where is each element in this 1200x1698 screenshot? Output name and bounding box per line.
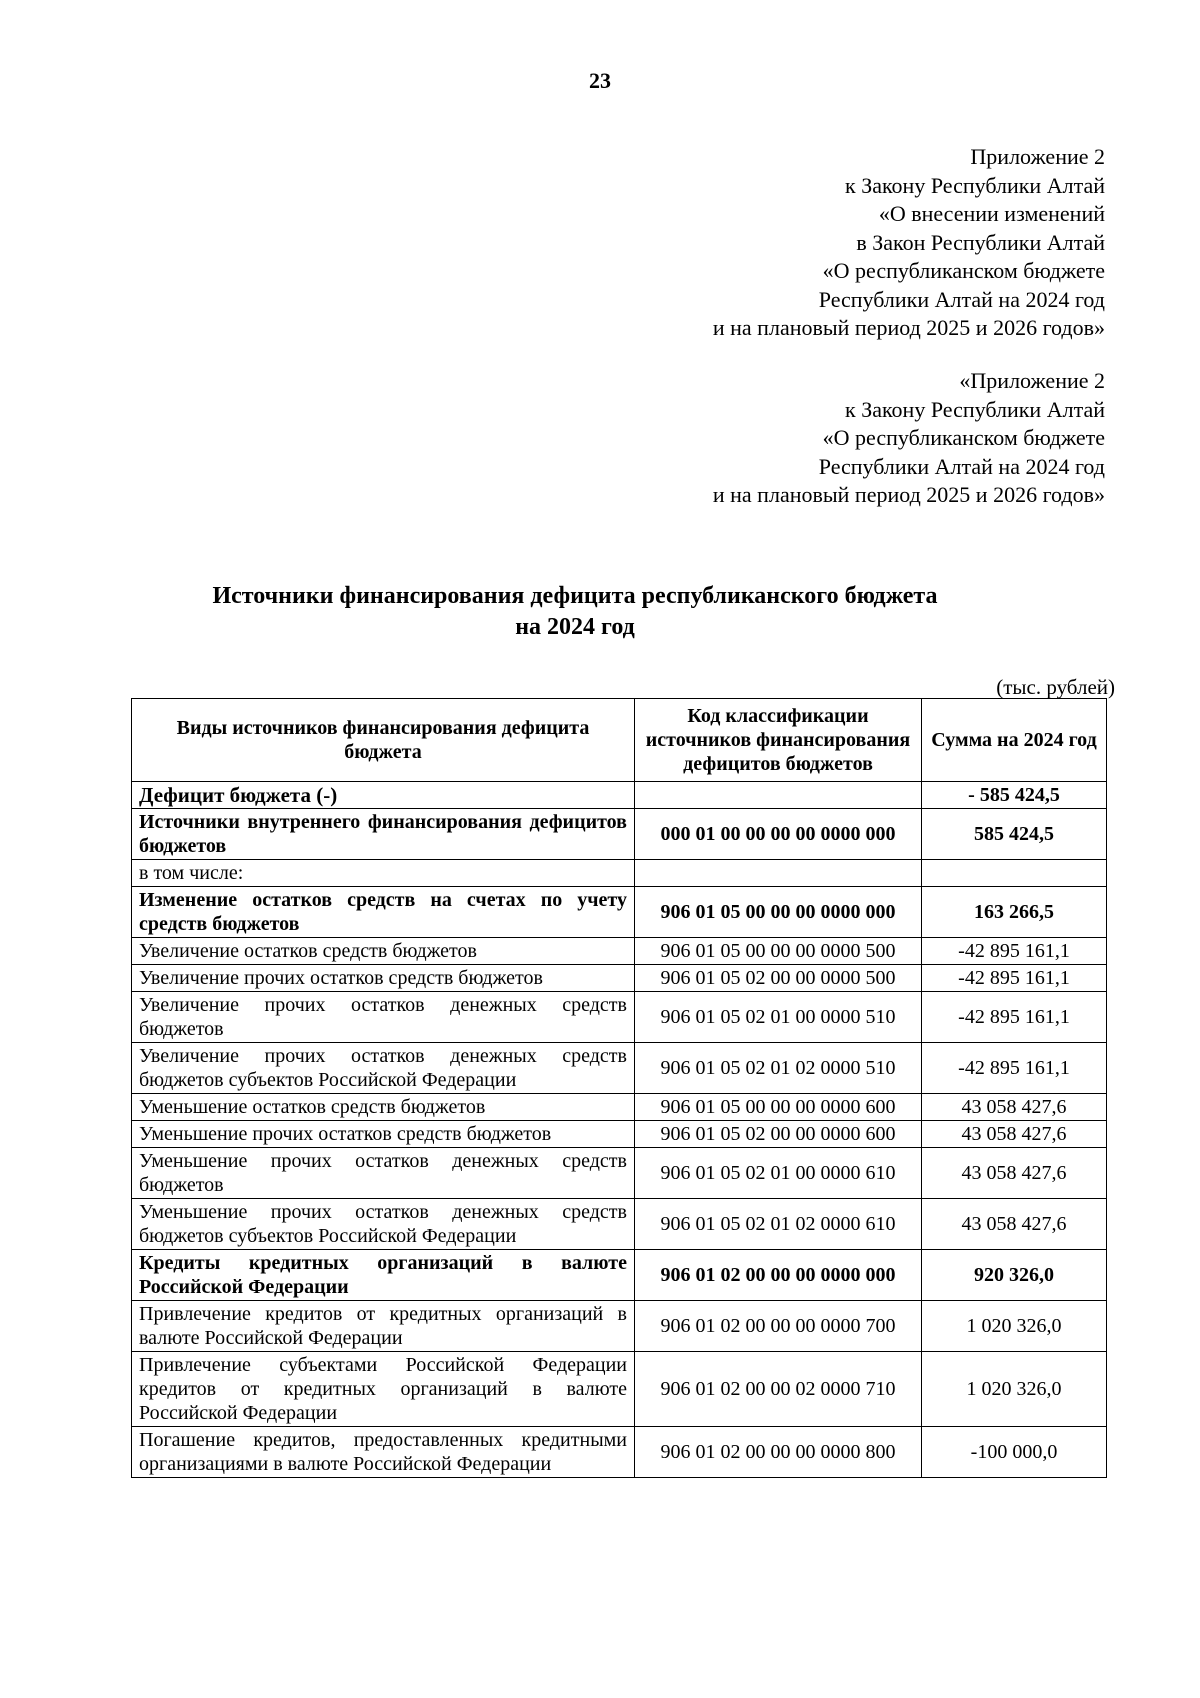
table-row	[132, 1094, 1107, 1121]
appendix-header-line: в Закон Республики Алтай	[856, 229, 1105, 255]
row-code: 906 01 05 02 00 00 0000 600	[635, 1121, 922, 1148]
budget-sources-table	[131, 698, 1107, 1478]
row-name: Увеличение прочих остатков средств бюджетов	[132, 965, 635, 992]
row-sum: 585 424,5	[922, 809, 1107, 860]
appendix-original-line: Республики Алтай на 2024 год	[818, 453, 1105, 479]
row-sum: 920 326,0	[922, 1250, 1107, 1301]
row-sum: -42 895 161,1	[922, 965, 1107, 992]
table-header-row	[132, 699, 1107, 782]
row-name: в том числе:	[132, 860, 635, 887]
appendix-original-line: «Приложение 2	[959, 368, 1105, 393]
row-code: 906 01 05 02 01 00 0000 510	[635, 992, 922, 1043]
row-name: Дефицит бюджета (-)	[132, 782, 635, 809]
row-code: 906 01 05 00 00 00 0000 000	[635, 887, 922, 938]
row-code: 906 01 05 02 01 00 0000 610	[635, 1148, 922, 1199]
table-row	[132, 938, 1107, 965]
appendix-header-line: Приложение 2	[970, 144, 1105, 169]
row-sum: 43 058 427,6	[922, 1094, 1107, 1121]
document-title	[130, 581, 1020, 643]
appendix-original-line: и на плановый период 2025 и 2026 годов»	[712, 482, 1105, 507]
row-code: 906 01 05 02 01 02 0000 510	[635, 1043, 922, 1094]
table-row	[132, 965, 1107, 992]
row-sum: -42 895 161,1	[922, 938, 1107, 965]
table-row	[132, 1250, 1107, 1301]
row-name: Увеличение прочих остатков денежных средств бюджетов субъектов Российской Федерации	[132, 1043, 635, 1094]
row-sum: -42 895 161,1	[922, 1043, 1107, 1094]
row-name: Источники внутреннего финансирования дефицитов бюджетов	[132, 809, 635, 860]
row-code: 906 01 05 02 00 00 0000 500	[635, 965, 922, 992]
table-row	[132, 992, 1107, 1043]
row-name: Уменьшение прочих остатков денежных средств бюджетов	[132, 1148, 635, 1199]
row-code: 906 01 05 00 00 00 0000 500	[635, 938, 922, 965]
appendix-header-line: и на плановый период 2025 и 2026 годов»	[712, 315, 1105, 340]
table-row	[132, 887, 1107, 938]
row-sum: 43 058 427,6	[922, 1199, 1107, 1250]
table-row	[132, 1352, 1107, 1427]
row-name: Увеличение прочих остатков денежных средств бюджетов	[132, 992, 635, 1043]
table-row	[132, 1199, 1107, 1250]
row-code: 906 01 05 02 01 02 0000 610	[635, 1199, 922, 1250]
row-sum: - 585 424,5	[922, 782, 1107, 809]
header-sum-2024: Сумма на 2024 год	[922, 699, 1107, 782]
row-name: Кредиты кредитных организаций в валюте Российской Федерации	[132, 1250, 635, 1301]
table-row	[132, 1121, 1107, 1148]
row-sum: -100 000,0	[922, 1427, 1107, 1478]
row-sum: 1 020 326,0	[922, 1352, 1107, 1427]
row-code	[635, 782, 922, 809]
appendix-header-line: Республики Алтай на 2024 год	[818, 286, 1105, 312]
appendix-header	[713, 143, 1105, 343]
row-code: 906 01 02 00 00 00 0000 800	[635, 1427, 922, 1478]
header-classification-code: Код классификации источников финансирования дефицитов бюджетов	[635, 699, 922, 782]
appendix-header-line: «О внесении изменений	[878, 201, 1105, 226]
document-title-line: Источники финансирования дефицита республиканского бюджета	[212, 583, 938, 609]
row-code: 906 01 02 00 00 02 0000 710	[635, 1352, 922, 1427]
row-sum: 163 266,5	[922, 887, 1107, 938]
row-name: Привлечение субъектами Российской Федерации кредитов от кредитных организаций в валюте Российской Федерации	[132, 1352, 635, 1427]
table-row	[132, 1427, 1107, 1478]
table-row	[132, 809, 1107, 860]
table-row	[132, 1043, 1107, 1094]
appendix-original	[713, 367, 1105, 510]
row-sum: 1 020 326,0	[922, 1301, 1107, 1352]
appendix-original-line: к Закону Республики Алтай	[845, 396, 1105, 422]
row-name: Увеличение остатков средств бюджетов	[132, 938, 635, 965]
row-code: 000 01 00 00 00 00 0000 000	[635, 809, 922, 860]
appendix-original-line: «О республиканском бюджете	[822, 425, 1105, 450]
table-row	[132, 1301, 1107, 1352]
table-row	[132, 860, 1107, 887]
appendix-header-line: к Закону Республики Алтай	[845, 172, 1105, 198]
row-name: Погашение кредитов, предоставленных кредитными организациями в валюте Российской Федерации	[132, 1427, 635, 1478]
row-name: Уменьшение остатков средств бюджетов	[132, 1094, 635, 1121]
row-code	[635, 860, 922, 887]
row-code: 906 01 05 00 00 00 0000 600	[635, 1094, 922, 1121]
page-number: 23	[589, 68, 611, 93]
row-code: 906 01 02 00 00 00 0000 000	[635, 1250, 922, 1301]
document-title-line: на 2024 год	[515, 614, 635, 640]
row-sum	[922, 860, 1107, 887]
row-name: Изменение остатков средств на счетах по учету средств бюджетов	[132, 887, 635, 938]
header-source-type: Виды источников финансирования дефицита бюджета	[132, 699, 635, 782]
appendix-header-line: «О республиканском бюджете	[822, 258, 1105, 283]
row-name: Уменьшение прочих остатков денежных средств бюджетов субъектов Российской Федерации	[132, 1199, 635, 1250]
row-sum: 43 058 427,6	[922, 1121, 1107, 1148]
table-row	[132, 782, 1107, 809]
row-sum: 43 058 427,6	[922, 1148, 1107, 1199]
row-sum: -42 895 161,1	[922, 992, 1107, 1043]
row-code: 906 01 02 00 00 00 0000 700	[635, 1301, 922, 1352]
row-name: Привлечение кредитов от кредитных организаций в валюте Российской Федерации	[132, 1301, 635, 1352]
table-row	[132, 1148, 1107, 1199]
row-name: Уменьшение прочих остатков средств бюджетов	[132, 1121, 635, 1148]
units-label: (тыс. рублей)	[996, 675, 1115, 699]
